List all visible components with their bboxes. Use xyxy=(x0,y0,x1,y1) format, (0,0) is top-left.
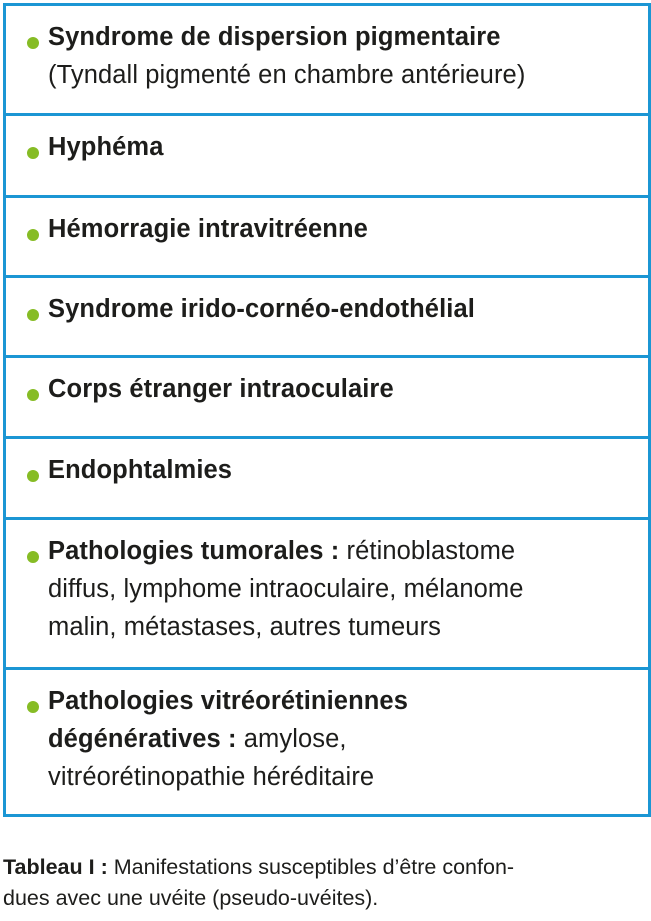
row-detail: vitréorétinopathie héréditaire xyxy=(48,763,375,791)
bullet-icon xyxy=(27,701,39,713)
row-detail: rétinoblastome xyxy=(339,537,516,565)
table-row xyxy=(6,6,648,113)
table-row xyxy=(6,275,648,355)
bullet-icon xyxy=(27,37,39,49)
row-detail: malin, métastases, autres tumeurs xyxy=(48,613,442,641)
bullet-icon xyxy=(27,309,39,321)
table-row xyxy=(6,667,648,814)
bullet-icon xyxy=(27,229,39,241)
row-title: Pathologies tumorales : xyxy=(48,537,340,565)
bullet-icon xyxy=(27,147,39,159)
table-row xyxy=(6,436,648,517)
row-title: dégénératives : xyxy=(48,725,237,753)
row-title: Syndrome de dispersion pigmentaire xyxy=(48,23,501,51)
caption-text: Manifestations susceptibles d’être confon- xyxy=(107,855,515,879)
row-title: Corps étranger intraoculaire xyxy=(48,375,394,403)
table-row xyxy=(6,355,648,436)
caption-text: dues avec une uvéite (pseudo-uvéites). xyxy=(3,886,379,910)
bullet-icon xyxy=(27,470,39,482)
table-row xyxy=(6,195,648,275)
pseudo-uveitis-table xyxy=(3,3,651,817)
row-title: Hémorragie intravitréenne xyxy=(48,215,368,243)
table-row xyxy=(6,517,648,667)
row-title: Pathologies vitréorétiniennes xyxy=(48,687,408,715)
row-detail: (Tyndall pigmenté en chambre antérieure) xyxy=(48,61,526,89)
table-caption xyxy=(3,852,651,914)
caption-label: Tableau I : xyxy=(3,855,108,879)
row-title: Syndrome irido-cornéo-endothélial xyxy=(48,295,475,323)
row-detail: diffus, lymphome intraoculaire, mélanome xyxy=(48,575,524,603)
bullet-icon xyxy=(27,389,39,401)
row-title: Endophtalmies xyxy=(48,456,233,484)
row-detail: amylose, xyxy=(236,725,347,753)
row-title: Hyphéma xyxy=(48,133,164,161)
table-row xyxy=(6,113,648,195)
bullet-icon xyxy=(27,551,39,563)
